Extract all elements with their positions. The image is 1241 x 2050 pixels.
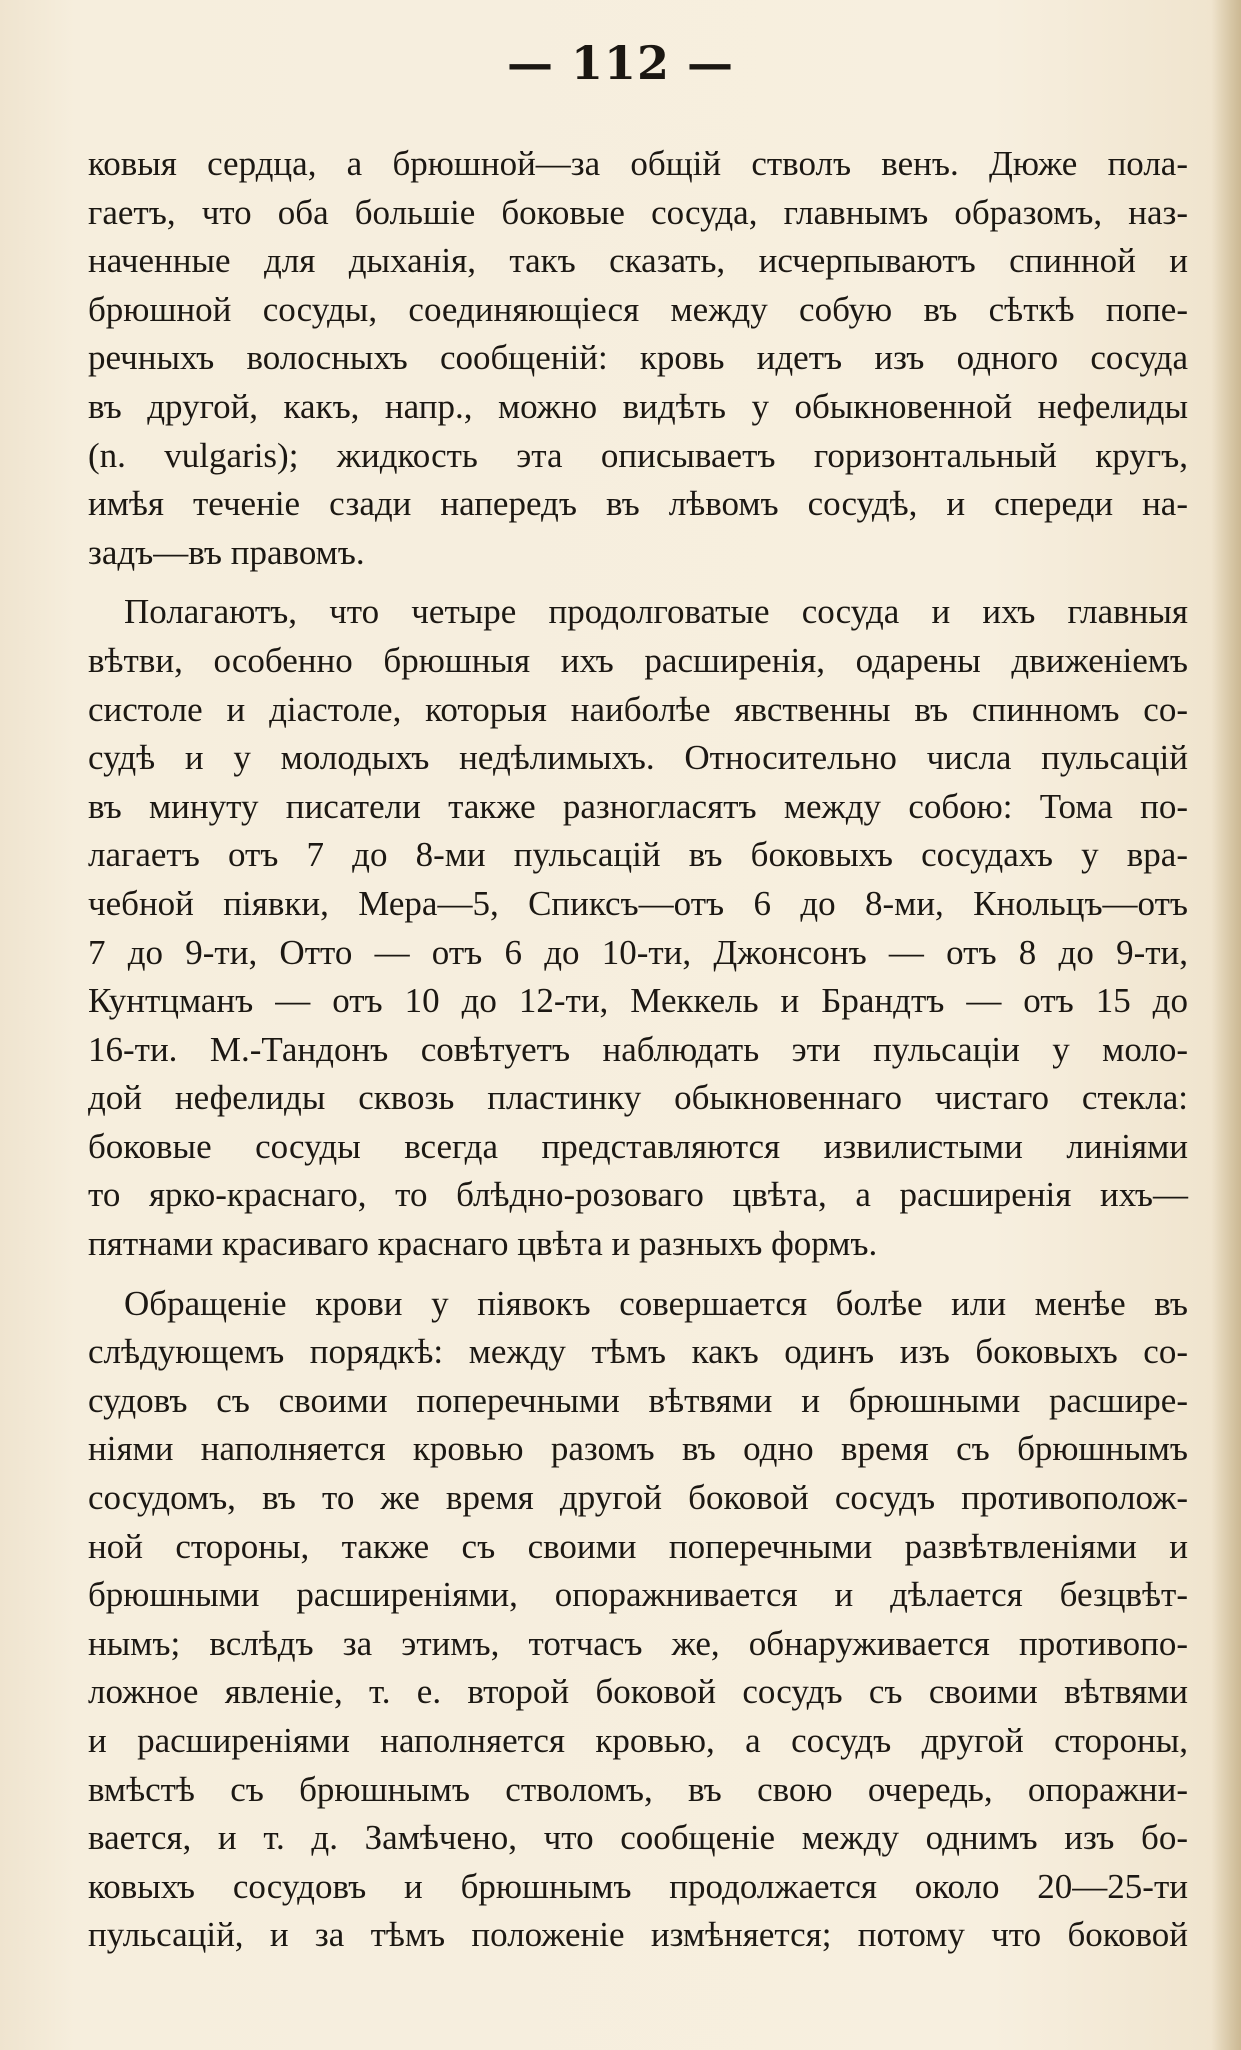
text-line: лагаетъ отъ 7 до 8-ми пульсацій въ боковыхъ сосудахъ у вра- — [88, 835, 1188, 875]
text-line: речныхъ волосныхъ сообщеній: кровь идетъ изъ одного сосуда — [88, 338, 1188, 378]
text-line: Обращеніе крови у піявокъ совершается болѣе или менѣе въ — [124, 1283, 1188, 1323]
paragraph-2 — [88, 588, 1188, 1268]
text-line: гаетъ, что оба большіе боковые сосуда, главнымъ образомъ, наз- — [88, 192, 1188, 232]
text-line: чебной піявки, Мера—5, Спиксъ—отъ 6 до 8-ми, Кнольцъ—отъ — [88, 883, 1188, 923]
text-line: ложное явленіе, т. е. второй боковой сосудъ съ своими вѣтвями — [88, 1672, 1188, 1712]
text-line: задъ—въ правомъ. — [88, 532, 365, 572]
text-line: наченные для дыханія, такъ сказать, исчерпываютъ спинной и — [88, 241, 1188, 281]
text-line: Кунтцманъ — отъ 10 до 12-ти, Меккель и Брандтъ — отъ 15 до — [88, 981, 1188, 1021]
text-line: вмѣстѣ съ брюшнымъ стволомъ, въ свою очередь, опоражни- — [88, 1769, 1188, 1809]
text-line: брюшными расширеніями, опоражнивается и дѣлается безцвѣт- — [88, 1575, 1188, 1615]
text-line: (n. vulgaris); жидкость эта описываетъ горизонтальный кругъ, — [88, 435, 1188, 475]
page-binding-shadow — [1211, 0, 1241, 2050]
text-line: Полагаютъ, что четыре продолговатые сосуда и ихъ главныя — [124, 592, 1188, 632]
text-line: брюшной сосуды, соединяющіеся между собую въ сѣткѣ попе- — [88, 289, 1188, 329]
text-line: судѣ и у молодыхъ недѣлимыхъ. Относительно числа пульсацій — [88, 738, 1188, 778]
text-line: ной стороны, также съ своими поперечными развѣтвленіями и — [88, 1526, 1188, 1566]
paragraph-1 — [88, 140, 1188, 577]
text-line: ковыя сердца, а брюшной—за общій стволъ венъ. Дюже пола- — [88, 144, 1188, 183]
text-line: ніями наполняется кровью разомъ въ одно время съ брюшнымъ — [88, 1429, 1188, 1469]
text-line: систоле и діастоле, которыя наиболѣе явственны въ спинномъ со- — [88, 689, 1188, 729]
body-text — [88, 140, 1188, 1960]
text-line: 7 до 9-ти, Отто — отъ 6 до 10-ти, Джонсонъ — отъ 8 до 9-ти, — [88, 932, 1188, 972]
text-line: дой нефелиды сквозь пластинку обыкновеннаго чистаго стекла: — [88, 1078, 1188, 1118]
text-line: пятнами красиваго краснаго цвѣта и разныхъ формъ. — [88, 1224, 878, 1264]
text-line: и расширеніями наполняется кровью, а сосудъ другой стороны, — [88, 1721, 1188, 1760]
text-line: въ другой, какъ, напр., можно видѣть у обыкновенной нефелиды — [88, 386, 1188, 426]
text-line: нымъ; вслѣдъ за этимъ, тотчасъ же, обнаруживается противопо- — [88, 1623, 1188, 1663]
text-line: судовъ съ своими поперечными вѣтвями и брюшными расшире- — [88, 1380, 1188, 1420]
text-line: сосудомъ, въ то же время другой боковой сосудъ противополож- — [88, 1478, 1188, 1518]
text-line: имѣя теченіе сзади напередъ въ лѣвомъ сосудѣ, и спереди на- — [88, 484, 1188, 524]
text-line: ковыхъ сосудовъ и брюшнымъ продолжается около 20—25-ти — [88, 1866, 1188, 1906]
text-line: боковые сосуды всегда представляются извилистыми линіями — [88, 1126, 1188, 1166]
text-line: вѣтви, особенно брюшныя ихъ расширенія, одарены движеніемъ — [88, 640, 1188, 680]
text-line: 16-ти. М.-Тандонъ совѣтуетъ наблюдать эти пульсаціи у моло- — [88, 1029, 1188, 1069]
page-number: — 112 — — [506, 36, 735, 90]
text-line: слѣдующемъ порядкѣ: между тѣмъ какъ одинъ изъ боковыхъ со- — [88, 1332, 1188, 1372]
paragraph-3 — [88, 1280, 1188, 1960]
text-line: вается, и т. д. Замѣчено, что сообщеніе между однимъ изъ бо- — [88, 1818, 1188, 1858]
text-line: пульсацій, и за тѣмъ положеніе измѣняется; потому что боковой — [88, 1915, 1188, 1955]
text-line: то ярко-краснаго, то блѣдно-розоваго цвѣта, а расширенія ихъ— — [88, 1175, 1188, 1215]
text-line: въ минуту писатели также разногласятъ между собою: Тома по- — [88, 786, 1188, 826]
